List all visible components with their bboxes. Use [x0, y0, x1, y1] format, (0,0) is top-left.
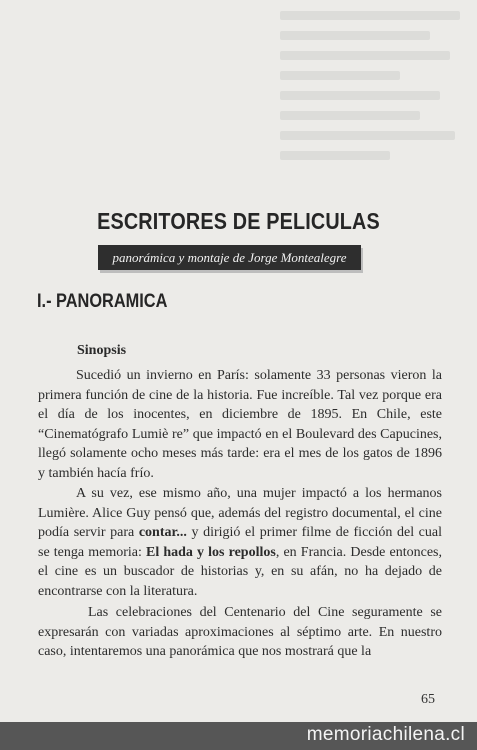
paragraph-2-bold-a: contar... — [138, 525, 187, 540]
paragraph-2-text-a: A su vez, ese mismo año, una mujer impactó a los hermanos Lumière. Alice Guy pensó que, además del registro documental, el cine podía servir para — [38, 486, 442, 540]
page-number: 65 — [421, 692, 435, 707]
paragraph-3 — [38, 603, 442, 662]
bleed-through-text — [280, 0, 470, 190]
subheading: Sinopsis — [77, 343, 127, 358]
chapter-title: ESCRITORES DE PELICULAS — [97, 208, 380, 234]
paragraph-2-bold-b: El hada y los repollos — [146, 544, 276, 560]
section-heading: I.- PANORAMICA — [37, 291, 168, 312]
paragraph-2 — [38, 484, 442, 601]
paragraph-1 — [38, 366, 442, 483]
author-banner: panorámica y montaje de Jorge Montealegre — [98, 245, 361, 270]
paragraph-2-text-c: , en Francia. Desde entonces, el cine es un buscador de historias y, en su afán, no ha dejado de encontrarse con la literatura. — [38, 544, 442, 599]
paragraph-1-text: Sucedió un invierno en París: solamente 33 personas vieron la primera función de cine de la historia. Fue increíble. Tal vez porque era el día de los inocentes, en diciembre de 1895. En Chile, este “Cinematógrafo Lumiè re” que impactó en el Boulevard des Capucines, llegó solamente ocho meses más tarde: era el mes de los gatos de 1896 y también hacía frío. — [38, 368, 442, 481]
watermark-bar — [0, 722, 477, 750]
watermark-text[interactable]: memoriachilena.cl — [306, 724, 465, 745]
paragraph-3-text: Las celebraciones del Centenario del Cine seguramente se expresarán con variadas aproximaciones al séptimo arte. En nuestro caso, intentaremos una panorámica que nos mostrará que la — [38, 605, 442, 659]
paragraph-2-text-b: y dirigió el primer filme de ficción del cual se tenga memoria: — [38, 525, 442, 560]
